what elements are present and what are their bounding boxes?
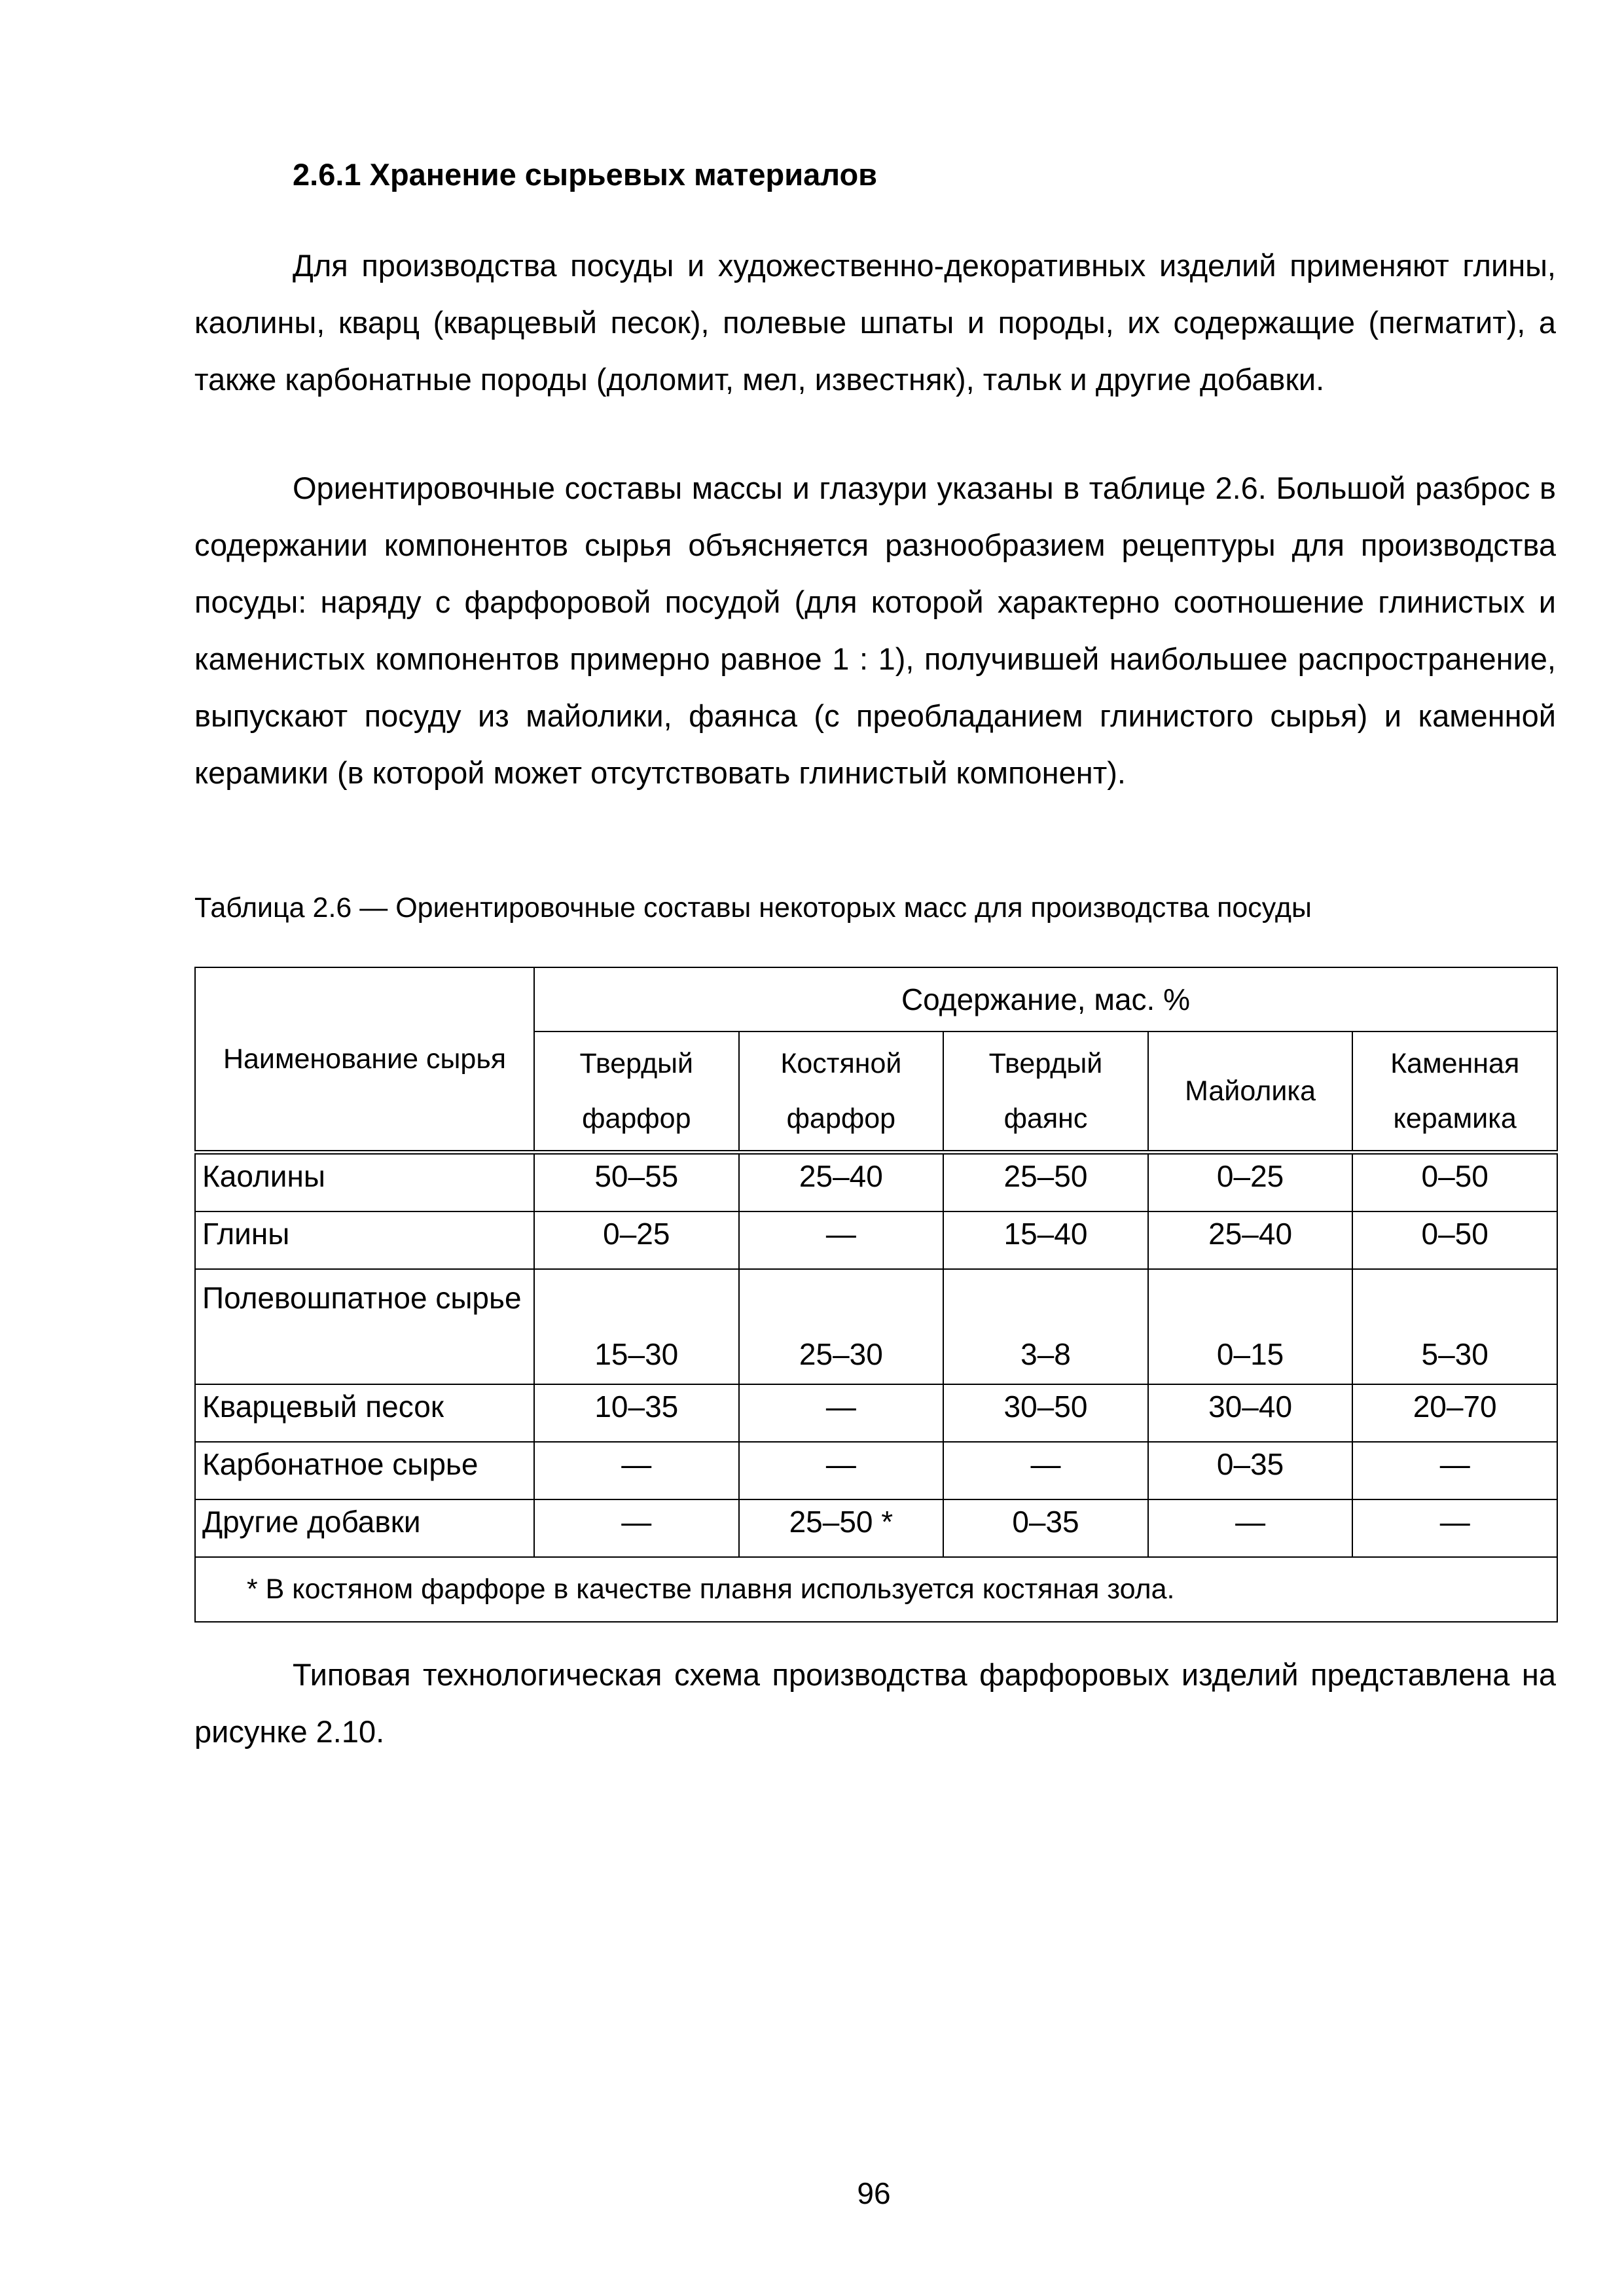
- table-cell: 0–35: [1148, 1442, 1353, 1499]
- table-cell: 30–50: [943, 1384, 1148, 1442]
- table-cell: 20–70: [1352, 1384, 1557, 1442]
- paragraph-scheme-reference: Типовая технологическая схема производства фарфоровых изделий представлена на рисунке 2.10.: [194, 1657, 1556, 1749]
- table-cell: 15–40: [943, 1211, 1148, 1269]
- paragraph-raw-materials: Для производства посуды и художественно-декоративных изделий применяют глины, каолины, кварц (кварцевый песок), полевые шпаты и породы, их содержащие (пегматит), а также карбонатные породы (доломит, мел, известняк), тальк и другие добавки.: [194, 248, 1556, 397]
- table-cell: —: [1352, 1442, 1557, 1499]
- table-cell: 0–25: [534, 1211, 739, 1269]
- table-row: [195, 1499, 1557, 1557]
- header-material-name: Наименование сырья: [195, 967, 534, 1153]
- table-footnote: * В костяном фарфоре в качестве плавня используется костяная зола.: [195, 1557, 1557, 1622]
- table-cell: 25–40: [739, 1153, 944, 1212]
- row-name: Карбонатное сырье: [195, 1442, 534, 1499]
- table-row: [195, 1384, 1557, 1442]
- table-cell: —: [534, 1499, 739, 1557]
- row-name: Каолины: [195, 1153, 534, 1212]
- table-cell: 50–55: [534, 1153, 739, 1212]
- row-name: Кварцевый песок: [195, 1384, 534, 1442]
- table-cell: —: [739, 1384, 944, 1442]
- header-stoneware: Каменная керамика: [1352, 1031, 1557, 1153]
- composition-table: [194, 967, 1558, 1623]
- row-name: Полевошпатное сырье: [195, 1269, 534, 1384]
- table-cell: 25–50: [943, 1153, 1148, 1212]
- table-row: [195, 1442, 1557, 1499]
- row-name: Глины: [195, 1211, 534, 1269]
- table-cell: 0–25: [1148, 1153, 1353, 1212]
- header-bone-porcelain: Костяной фарфор: [739, 1031, 944, 1153]
- table-cell: 25–40: [1148, 1211, 1353, 1269]
- table-cell: —: [1148, 1499, 1353, 1557]
- table-cell: 15–30: [534, 1269, 739, 1384]
- section-heading: 2.6.1 Хранение сырьевых материалов: [293, 157, 878, 192]
- table-row: [195, 1211, 1557, 1269]
- table-header-row: [195, 967, 1557, 1031]
- table-cell: 10–35: [534, 1384, 739, 1442]
- header-hard-faience: Твердый фаянс: [943, 1031, 1148, 1153]
- table-row: [195, 1153, 1557, 1212]
- table-cell: 0–50: [1352, 1211, 1557, 1269]
- table-cell: —: [534, 1442, 739, 1499]
- table-cell: 30–40: [1148, 1384, 1353, 1442]
- header-content-group: Содержание, мас. %: [534, 967, 1557, 1031]
- table-cell: —: [1352, 1499, 1557, 1557]
- table-cell: 0–35: [943, 1499, 1148, 1557]
- row-name: Другие добавки: [195, 1499, 534, 1557]
- table-caption: Таблица 2.6 — Ориентировочные составы некоторых масс для производства посуды: [194, 892, 1312, 924]
- table-footnote-row: [195, 1557, 1557, 1622]
- table-cell: —: [943, 1442, 1148, 1499]
- page-number: 96: [857, 2176, 891, 2210]
- table-row: [195, 1269, 1557, 1384]
- table-cell: 25–50 *: [739, 1499, 944, 1557]
- table-cell: 0–15: [1148, 1269, 1353, 1384]
- table-cell: 3–8: [943, 1269, 1148, 1384]
- header-majolica: Майолика: [1148, 1031, 1353, 1153]
- table-cell: 25–30: [739, 1269, 944, 1384]
- header-hard-porcelain: Твердый фарфор: [534, 1031, 739, 1153]
- table-cell: —: [739, 1442, 944, 1499]
- table-cell: —: [739, 1211, 944, 1269]
- table-cell: 0–50: [1352, 1153, 1557, 1212]
- table-cell: 5–30: [1352, 1269, 1557, 1384]
- paragraph-compositions: Ориентировочные составы массы и глазури указаны в таблице 2.6. Большой разброс в содержании компонентов сырья объясняется разнообразием рецептуры для производства посуды: наряду с фарфоровой посудой (для которой характерно соотношение глинистых и каменистых компонентов примерно равное 1 : 1), получившей наибольшее распространение, выпускают посуду из майолики, фаянса (с преобладанием глинистого сырья) и каменной керамики (в которой может отсутствовать глинистый компонент).: [194, 471, 1556, 790]
